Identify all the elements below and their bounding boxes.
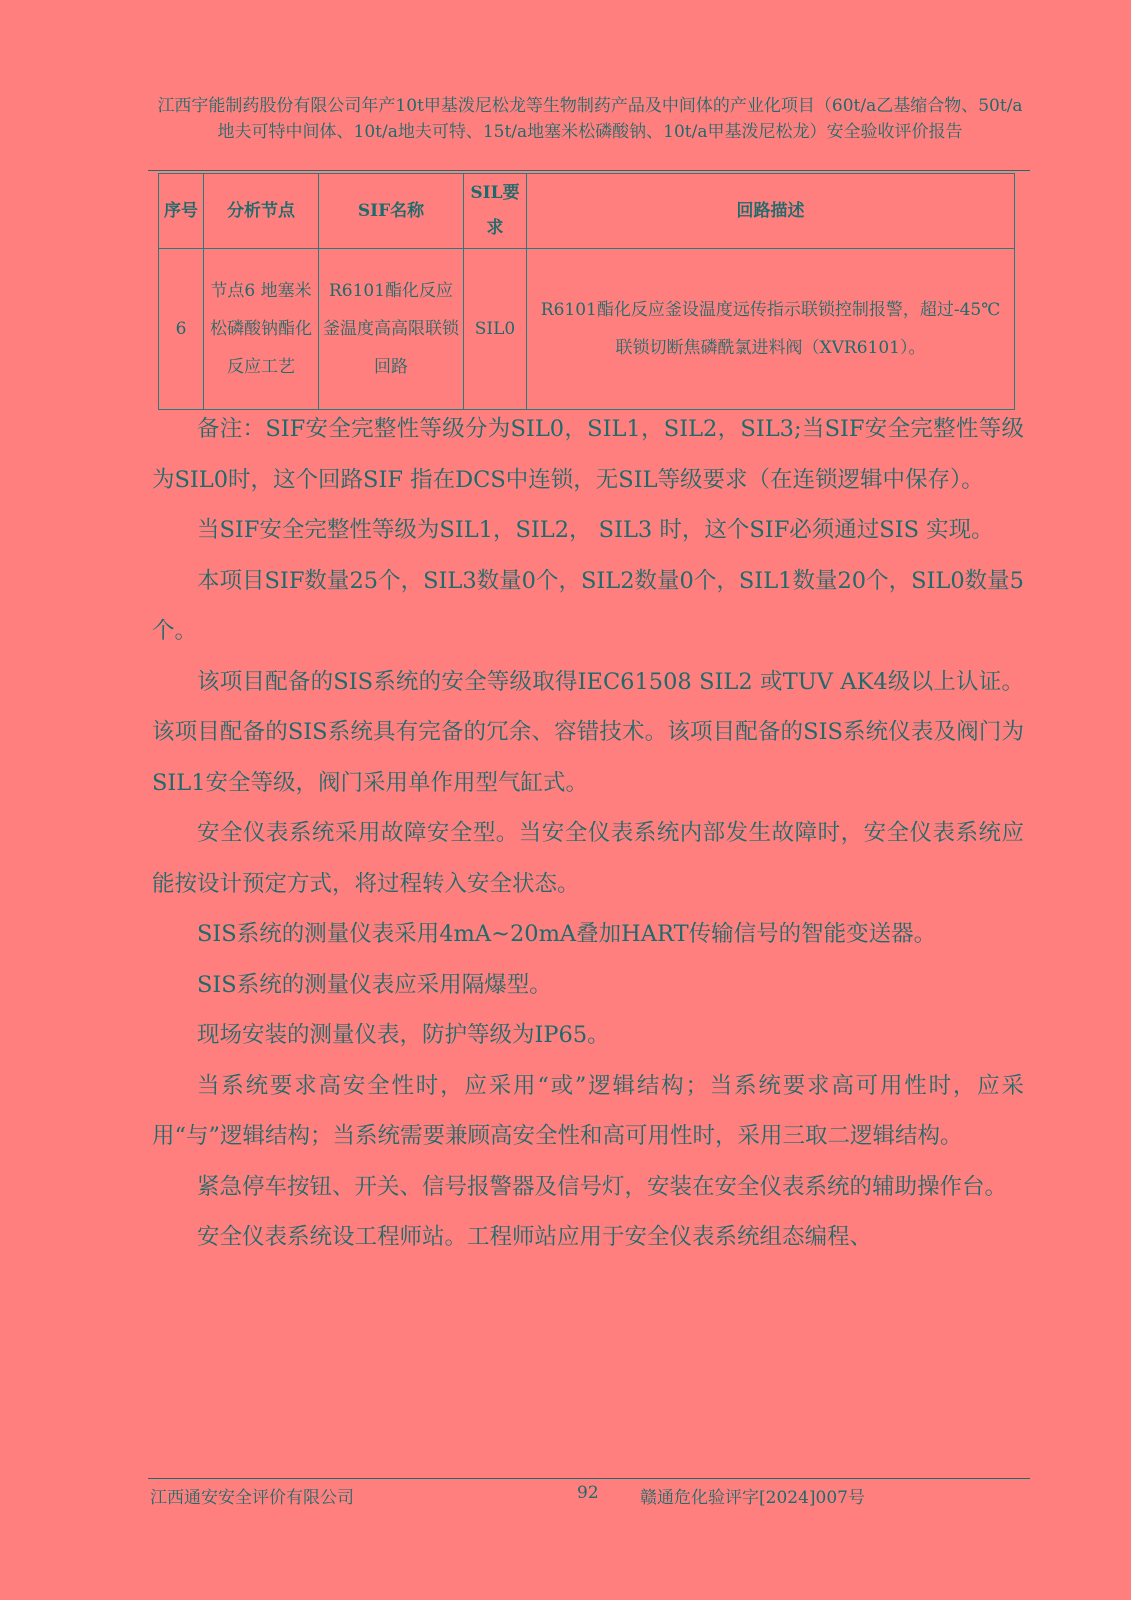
paragraph: 当SIF安全完整性等级为SIL1，SIL2， SIL3 时，这个SIF必须通过SIS 实现。 xyxy=(197,517,994,543)
cell-no: 6 xyxy=(159,249,204,410)
col-header-desc: 回路描述 xyxy=(527,174,1015,249)
paragraph: 备注：SIF安全完整性等级分为SIL0，SIL1，SIL2，SIL3;当SIF安全完整性等级为SIL0时，这个回路SIF 指在DCS中连锁，无SIL等级要求（在连锁逻辑中保存）。 xyxy=(152,416,1024,493)
header-divider xyxy=(148,170,1030,171)
cell-node: 节点6 地塞米松磷酸钠酯化反应工艺 xyxy=(204,249,319,410)
cell-desc: R6101酯化反应釜设温度远传指示联锁控制报警，超过-45℃联锁切断焦磷酰氯进料阀（XVR6101）。 xyxy=(527,249,1015,410)
sif-table xyxy=(158,173,1015,410)
footer-company: 江西通安安全评价有限公司 xyxy=(150,1488,354,1508)
col-header-no: 序号 xyxy=(159,174,204,249)
paragraph: 现场安装的测量仪表，防护等级为IP65。 xyxy=(197,1022,610,1048)
paragraph: 该项目配备的SIS系统的安全等级取得IEC61508 SIL2 或TUV AK4级以上认证。该项目配备的SIS系统具有完备的冗余、容错技术。该项目配备的SIS系统仪表及阀门为SIL1安全等级，阀门采用单作用型气缸式。 xyxy=(152,668,1024,796)
col-header-sif: SIF名称 xyxy=(319,174,464,249)
footer-divider xyxy=(148,1478,1030,1479)
paragraph: SIS系统的测量仪表应采用隔爆型。 xyxy=(197,971,552,998)
table-row xyxy=(159,249,1015,410)
table-header-row xyxy=(159,174,1015,249)
page-header-title: 江西宇能制药股份有限公司年产10t甲基泼尼松龙等生物制药产品及中间体的产业化项目（60t/a乙基缩合物、50t/a地夫可特中间体、10t/a地夫可特、15t/a地塞米松磷酸钠、10t/a甲基泼尼松龙）安全验收评价报告 xyxy=(157,96,1023,142)
paragraph: 安全仪表系统采用故障安全型。当安全仪表系统内部发生故障时，安全仪表系统应能按设计预定方式，将过程转入安全状态。 xyxy=(152,820,1024,897)
cell-sif: R6101酯化反应釜温度高高限联锁回路 xyxy=(319,249,464,410)
paragraph: 本项目SIF数量25个，SIL3数量0个，SIL2数量0个，SIL1数量20个，SIL0数量5个。 xyxy=(152,567,1024,644)
body-text xyxy=(152,404,1024,1263)
page-number: 92 xyxy=(577,1483,599,1503)
col-header-sil: SIL要求 xyxy=(464,174,527,249)
cell-sil: SIL0 xyxy=(464,249,527,410)
col-header-node: 分析节点 xyxy=(204,174,319,249)
paragraph: 紧急停车按钮、开关、信号报警器及信号灯，安装在安全仪表系统的辅助操作台。 xyxy=(197,1173,1008,1200)
paragraph: SIS系统的测量仪表采用4mA~20mA叠加HART传输信号的智能变送器。 xyxy=(197,921,937,947)
paragraph: 当系统要求高安全性时，应采用“或”逻辑结构；当系统要求高可用性时，应采用“与”逻辑结构；当系统需要兼顾高安全性和高可用性时，采用三取二逻辑结构。 xyxy=(152,1072,1024,1149)
footer-doc-number: 赣通危化验评字[2024]007号 xyxy=(640,1488,865,1508)
paragraph: 安全仪表系统设工程师站。工程师站应用于安全仪表系统组态编程、 xyxy=(197,1224,873,1250)
